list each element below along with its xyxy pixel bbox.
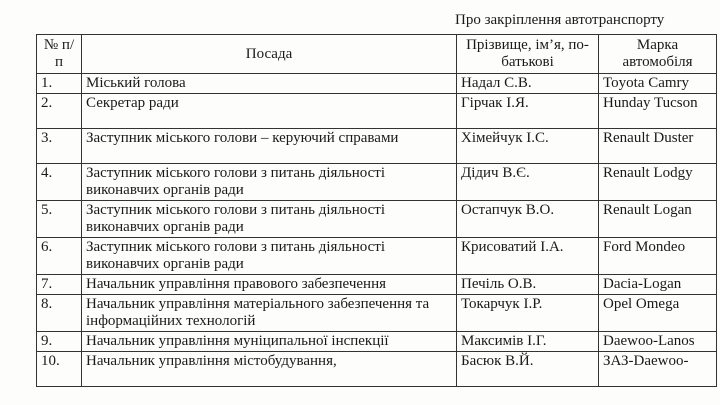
row-car: ЗАЗ-Daewoo- (599, 352, 717, 387)
row-num: 7. (37, 275, 82, 295)
row-position: Заступник міського голови з питань діяльності виконавчих органів ради (82, 238, 457, 275)
row-car: Toyota Camry (599, 74, 717, 94)
row-car: Renault Duster (599, 129, 717, 164)
table-row (37, 332, 717, 352)
row-car: Dacia-Logan (599, 275, 717, 295)
header-num: № п/п (37, 35, 82, 74)
row-car: Ford Mondeo (599, 238, 717, 275)
row-num: 10. (37, 352, 82, 387)
row-position: Начальник управління правового забезпечення (82, 275, 457, 295)
row-car: Hunday Tucson (599, 94, 717, 129)
row-num: 3. (37, 129, 82, 164)
table-row (37, 74, 717, 94)
row-num: 1. (37, 74, 82, 94)
row-num: 4. (37, 164, 82, 201)
row-car: Opel Omega (599, 295, 717, 332)
row-position: Секретар ради (82, 94, 457, 129)
table-row (37, 129, 717, 164)
row-name: Басюк В.Й. (457, 352, 599, 387)
vehicle-assignment-table (36, 34, 717, 387)
row-position: Заступник міського голови з питань діяльності виконавчих органів ради (82, 164, 457, 201)
header-name: Прізвище, ім’я, по-батькові (457, 35, 599, 74)
table-row (37, 275, 717, 295)
table-row (37, 238, 717, 275)
table-row (37, 295, 717, 332)
table-row (37, 201, 717, 238)
document-caption: Про закріплення автотранспорту (455, 12, 665, 28)
row-position: Начальник управління містобудування, (82, 352, 457, 387)
table-row (37, 164, 717, 201)
row-name: Хімейчук І.С. (457, 129, 599, 164)
row-name: Остапчук В.О. (457, 201, 599, 238)
table-row (37, 94, 717, 129)
table-header-row (37, 35, 717, 74)
row-num: 6. (37, 238, 82, 275)
row-car: Renault Lodgy (599, 164, 717, 201)
row-position: Заступник міського голови з питань діяльності виконавчих органів ради (82, 201, 457, 238)
row-num: 2. (37, 94, 82, 129)
row-position: Заступник міського голови – керуючий справами (82, 129, 457, 164)
row-car: Daewoo-Lanos (599, 332, 717, 352)
header-position: Посада (82, 35, 457, 74)
header-car: Марка автомобіля (599, 35, 717, 74)
row-num: 9. (37, 332, 82, 352)
row-name: Крисоватий І.А. (457, 238, 599, 275)
row-name: Печіль О.В. (457, 275, 599, 295)
row-position: Начальник управління матеріального забезпечення та інформаційних технологій (82, 295, 457, 332)
row-name: Дідич В.Є. (457, 164, 599, 201)
row-name: Максимів І.Г. (457, 332, 599, 352)
table-row (37, 352, 717, 387)
row-name: Гірчак І.Я. (457, 94, 599, 129)
row-car: Renault Logan (599, 201, 717, 238)
row-num: 5. (37, 201, 82, 238)
row-name: Токарчук І.Р. (457, 295, 599, 332)
row-position: Начальник управління муніципальної інспекції (82, 332, 457, 352)
row-position: Міський голова (82, 74, 457, 94)
row-num: 8. (37, 295, 82, 332)
row-name: Надал С.В. (457, 74, 599, 94)
